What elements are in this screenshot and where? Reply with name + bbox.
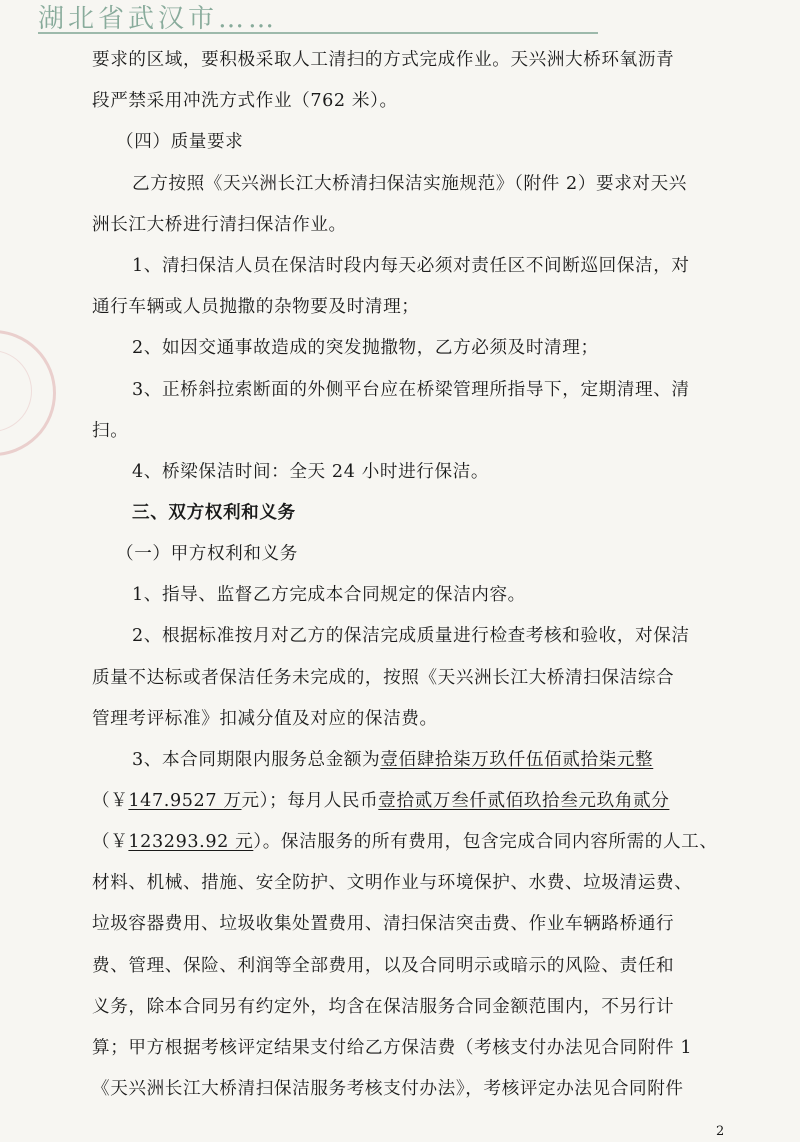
body-line-15: 2、根据标准按月对乙方的保洁完成质量进行检查考核和验收，对保洁: [132, 626, 690, 646]
body-line-14: 1、指导、监督乙方完成本合同规定的保洁内容。: [132, 585, 526, 605]
body-line-9: 3、正桥斜拉索断面的外侧平台应在桥梁管理所指导下，定期清理、清: [132, 380, 690, 400]
monthly-amount-label: 元）；每月人民币: [241, 791, 379, 811]
page-number: 2: [716, 1124, 725, 1139]
monthly-amount-open: （￥: [92, 832, 129, 852]
total-amount-figure: 147.9527 万: [128, 791, 242, 811]
body-line-21: 材料、机械、措施、安全防护、文明作业与环境保护、水费、垃圾清运费、: [92, 873, 693, 893]
total-amount-open: （￥: [92, 791, 129, 811]
body-line-5: 洲长江大桥进行清扫保洁作业。: [92, 215, 347, 235]
subsection-heading-party-a: （一）甲方权利和义务: [116, 544, 298, 564]
monthly-amount-figure: 123293.92 元: [128, 832, 254, 852]
body-line-8: 2、如因交通事故造成的突发抛撒物，乙方必须及时清理；: [132, 338, 599, 358]
body-line-10: 扫。: [92, 421, 129, 441]
body-line-20: [92, 830, 718, 854]
body-line-17: 管理考评标准》扣减分值及对应的保洁费。: [92, 709, 438, 729]
body-line-22: 垃圾容器费用、垃圾收集处置费用、清扫保洁突击费、作业车辆路桥通行: [92, 914, 675, 934]
body-line-4: 乙方按照《天兴洲长江大桥清扫保洁实施规范》（附件 2）要求对天兴: [132, 174, 688, 194]
body-line-25: 算；甲方根据考核评定结果支付给乙方保洁费（考核支付办法见合同附件 1: [92, 1038, 693, 1058]
body-line-16: 质量不达标或者保洁任务未完成的，按照《天兴洲长江大桥清扫保洁综合: [92, 668, 675, 688]
body-line-18: [132, 748, 653, 772]
body-line-23: 费、管理、保险、利润等全部费用，以及合同明示或暗示的风险、责任和: [92, 956, 675, 976]
body-line-19: [92, 789, 669, 813]
body-line-6: 1、清扫保洁人员在保洁时段内每天必须对责任区不间断巡回保洁，对: [132, 256, 690, 276]
total-amount-words: 壹佰肆拾柒万玖仟伍佰贰拾柒元整: [380, 750, 654, 770]
section-heading-rights: 三、双方权利和义务: [132, 502, 296, 523]
section-heading-quality: （四）质量要求: [116, 132, 244, 152]
body-line-26: 《天兴洲长江大桥清扫保洁服务考核支付办法》，考核评定办法见合同附件: [92, 1079, 684, 1099]
body-line-1: 要求的区域，要积极采取人工清扫的方式完成作业。天兴洲大桥环氧沥青: [92, 50, 675, 70]
total-amount-label: 3、本合同期限内服务总金额为: [132, 750, 381, 770]
body-line-2: 段严禁采用冲洗方式作业（762 米）。: [92, 91, 398, 111]
body-line-24: 义务，除本合同另有约定外，均含在保洁服务合同金额范围内，不另行计: [92, 997, 675, 1017]
body-line-20-rest: ）。保洁服务的所有费用，包含完成合同内容所需的人工、: [253, 832, 718, 852]
monthly-amount-words: 壹拾贰万叁仟贰佰玖拾叁元玖角贰分: [378, 791, 670, 811]
body-line-7: 通行车辆或人员抛撒的杂物要及时清理；: [92, 297, 420, 317]
body-line-11: 4、桥梁保洁时间：全天 24 小时进行保洁。: [132, 462, 490, 482]
header-stamp-text: 湖北省武汉市……: [38, 4, 279, 34]
